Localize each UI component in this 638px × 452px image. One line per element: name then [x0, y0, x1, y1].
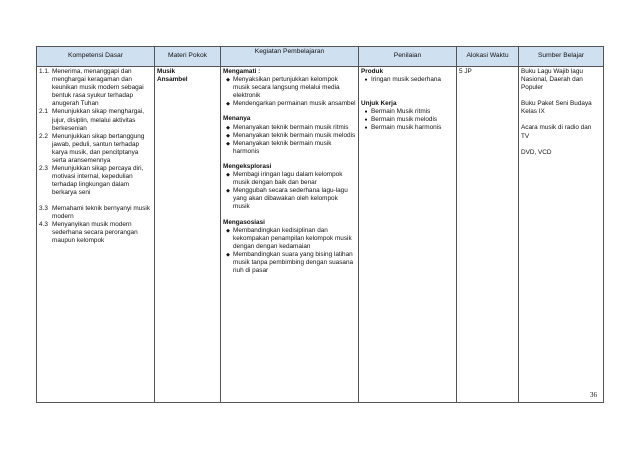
list-item-text: Menanyakan teknik bermain musik melodis [233, 131, 356, 139]
kd-item [39, 205, 152, 221]
bullet-icon: ● [364, 77, 368, 84]
sumber-item: Buku Lagu Wajib lagu Nasional, Daerah dan Populer [521, 68, 583, 92]
list-item-text: Menanyakan teknik bermain musik ritmis [233, 123, 349, 131]
sumber-item: Buku Paket Seni Budaya Kelas IX [521, 100, 592, 116]
kd-item [39, 68, 152, 108]
bullet-icon: ◆ [226, 251, 230, 258]
list-item [223, 132, 356, 140]
kd-text: Menunjukkan sikap percaya diri, motivasi internal, kepedulian terhadap lingkungan dalam berkarya seni [52, 165, 144, 197]
list-item-text: Iringan musik sederhana [371, 76, 441, 84]
bullet-icon: ◆ [226, 101, 230, 108]
kd-text: Memahami teknik bernyanyi musik modern [52, 204, 151, 220]
list-item [223, 76, 356, 100]
list-item [361, 124, 454, 132]
kd-item [39, 165, 152, 197]
list-item-text: Bermain Musik ritmis [371, 108, 431, 116]
kd-text: Menerima, menanggapi dan menghargai keragaman dan keunikan musik modern sebagai bentuk rasa syukur terhadap anugerah Tuhan [52, 68, 144, 108]
bullet-icon: ● [364, 125, 368, 132]
syllabus-table [36, 46, 604, 403]
list-item [361, 76, 454, 84]
bullet-icon: ◆ [226, 124, 230, 131]
kegiatan-list [223, 171, 356, 211]
list-item-text: Bermain musik harmonis [371, 124, 442, 132]
bullet-icon: ● [364, 109, 368, 116]
kegiatan-pembelajaran-cell [221, 67, 359, 403]
kd-number: 4.3 [39, 220, 48, 228]
kd-number: 3.3 [39, 204, 48, 212]
alokasi-waktu-cell: 5 JP [457, 67, 519, 403]
list-item [223, 251, 356, 275]
bullet-icon: ● [364, 117, 368, 124]
sumber-belajar-cell [519, 67, 604, 403]
list-item-text: Membandingkan kedisiplinan dan kekompakan penampilan kelompok musik dengan dengan kedamaian [233, 226, 352, 250]
header-kompetensi-dasar: Kompetensi Dasar [37, 47, 155, 67]
list-item-text: Bermain musik melodis [371, 116, 438, 124]
penilaian-cell [359, 67, 457, 403]
penilaian-section-title: Unjuk Kerja [361, 100, 397, 108]
kd-item [39, 133, 152, 165]
penilaian-section-title: Produk [361, 68, 384, 75]
list-item-text: Menanyakan teknik bermain musik harmonis [233, 139, 332, 155]
kegiatan-list [223, 227, 356, 276]
kegiatan-section-title: Mengamati : [223, 68, 261, 75]
list-item [361, 108, 454, 116]
list-item-text: Menyaksikan pertunjukkan kelompok musik secara langsung melalui media elektronik [233, 76, 340, 100]
kd-text: Menunjukkan sikap menghargai, jujur, disiplin, melalui aktivitas berkesenian [52, 108, 145, 132]
kd-number: 2.1 [39, 108, 48, 116]
list-item [223, 171, 356, 187]
header-alokasi-waktu: Alokasi Waktu [457, 47, 519, 67]
content-row [37, 67, 604, 403]
kd-text: Menunjukkan sikap bertanggung jawab, peduli, santun terhadap karya musik, dan pencitptanya serta aransemennya [52, 132, 145, 165]
header-kegiatan-pembelajaran: Kegiatan Pembelajaran [221, 47, 359, 67]
list-item-text: Membagi iringan lagu dalam kelompok musik dengan baik dan benar [233, 171, 343, 187]
header-sumber-belajar: Sumber Belajar [519, 47, 604, 67]
header-row [37, 47, 604, 67]
materi-line: Ansambel [157, 76, 188, 84]
kd-number: 2.3 [39, 165, 48, 173]
kegiatan-section-title: Menanya [223, 115, 251, 123]
list-item-text: Membandingkan suara yang bising latihan musik tanpa pembimbing dengan suasana riuh di pasar [233, 250, 354, 275]
list-item [223, 124, 356, 132]
page-number: 36 [590, 391, 597, 399]
kd-item [39, 221, 152, 245]
list-item [223, 187, 356, 211]
kompetensi-dasar-cell [37, 67, 155, 403]
penilaian-list [361, 108, 454, 132]
kd-number: 2.2 [39, 132, 48, 140]
list-item-text: Menggubah secara sederhana lagu-lagu yang akan dibawakan oleh kelompok musik [233, 187, 348, 211]
kegiatan-list [223, 124, 356, 156]
bullet-icon: ◆ [226, 227, 230, 234]
list-item-text: Mendengarkan permainan musik ansambel [233, 100, 356, 108]
bullet-icon: ◆ [226, 188, 230, 195]
materi-line: Musik [157, 68, 176, 75]
list-item [361, 116, 454, 124]
kd-text: Menyanyikan musik modern sederhana secara perorangan maupun kelompok [52, 220, 138, 244]
header-penilaian: Penilaian [359, 47, 457, 67]
kegiatan-list [223, 76, 356, 108]
kegiatan-section-title: Mengeksplorasi [223, 162, 272, 170]
kegiatan-section-title: Mengasosiasi [223, 218, 265, 226]
sumber-item: Acara musik di radio dan TV [521, 124, 592, 140]
penilaian-list [361, 76, 454, 84]
kd-number: 1.1. [39, 68, 50, 75]
kd-item [39, 108, 152, 132]
bullet-icon: ◆ [226, 132, 230, 139]
sumber-item: DVD, VCD [521, 148, 552, 156]
materi-pokok-cell [155, 67, 221, 403]
bullet-icon: ◆ [226, 77, 230, 84]
header-materi-pokok: Materi Pokok [155, 47, 221, 67]
list-item [223, 140, 356, 156]
bullet-icon: ◆ [226, 140, 230, 147]
list-item [223, 100, 356, 108]
list-item [223, 227, 356, 251]
bullet-icon: ◆ [226, 172, 230, 179]
